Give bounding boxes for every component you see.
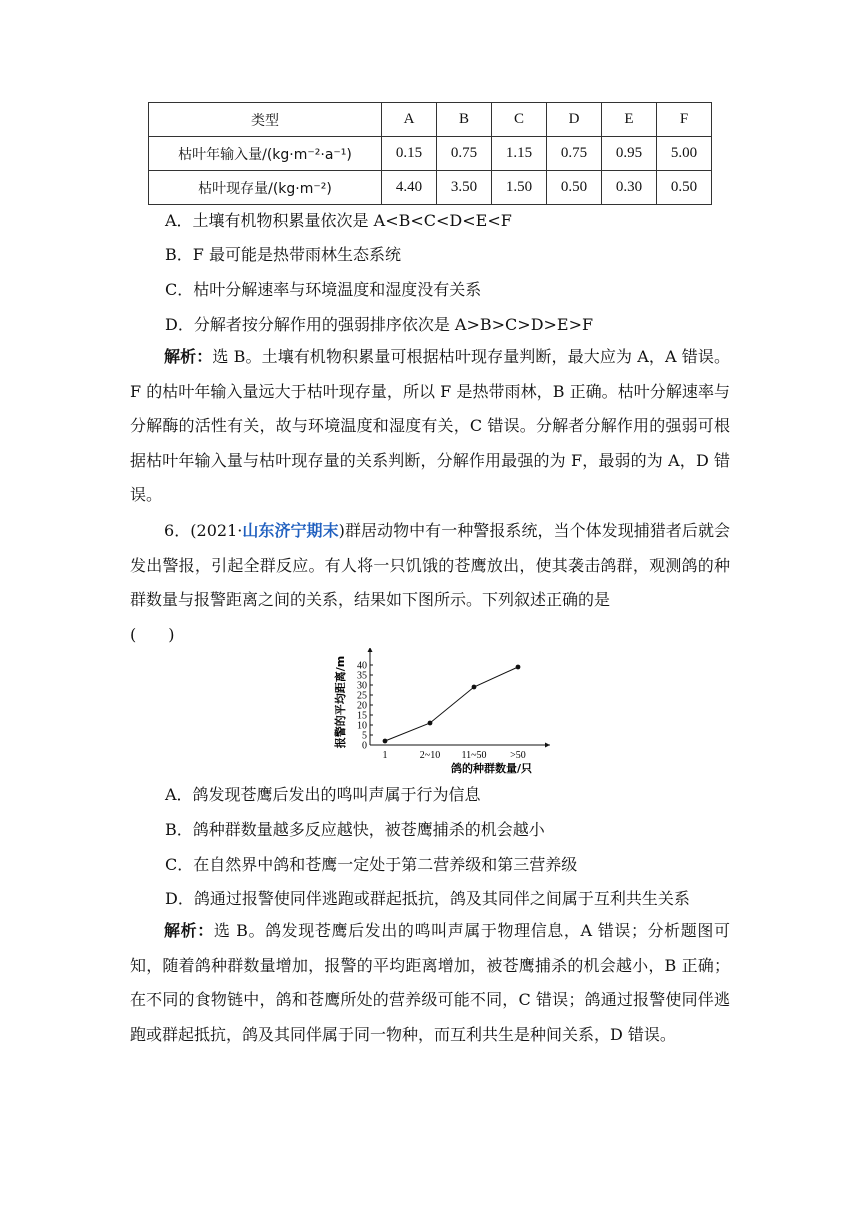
table-cell: 1.15 — [492, 137, 547, 171]
q5-option-c: C．枯叶分解速率与环境温度和湿度没有关系 — [165, 280, 482, 299]
table-cell: 0.50 — [657, 171, 712, 205]
q6-analysis — [130, 914, 730, 1052]
table-header-cell: D — [547, 103, 602, 137]
series-line — [385, 667, 518, 741]
q6-option-b: B．鸽种群数量越多反应越快，被苍鹰捕杀的机会越小 — [165, 820, 545, 839]
q5-analysis-lead: 解析： — [164, 347, 213, 366]
table-header-cell: C — [492, 103, 547, 137]
y-tick-label: 10 — [357, 720, 367, 732]
table-header-cell: E — [602, 103, 657, 137]
table-cell: 0.50 — [547, 171, 602, 205]
q6-source-name: 山东济宁期末 — [242, 521, 339, 540]
y-axis-label: 报警的平均距离/m — [334, 655, 347, 749]
data-point — [428, 721, 433, 726]
y-tick-label: 0 — [362, 740, 367, 752]
y-tick-label: 40 — [357, 660, 367, 672]
y-tick-label: 30 — [357, 680, 367, 692]
q5-option-b: B．F 最可能是热带雨林生态系统 — [165, 245, 401, 264]
q5-analysis — [130, 340, 730, 513]
table-header-cell: A — [382, 103, 437, 137]
x-axis-arrow — [545, 743, 550, 748]
q6-stem-text: 群居动物中有一种警报系统，当个体发现捕猎者后就会发出警报，引起全群反应。有人将一只饥饿的苍鹰放出，使其袭击鸽群，观测鸽的种群数量与报警距离之间的关系，结果如下图所示。下列叙述正确的是 — [130, 521, 730, 610]
q6-number: 6． — [164, 521, 191, 540]
table-cell: 0.30 — [602, 171, 657, 205]
q5-option-a: A．土壤有机物积累量依次是 A<B<C<D<E<F — [165, 211, 512, 230]
y-tick-label: 35 — [357, 670, 367, 682]
table-header-cell: B — [437, 103, 492, 137]
table-row-label: 枯叶年输入量/(kg·m⁻²·a⁻¹) — [149, 137, 382, 171]
table-cell: 1.50 — [492, 171, 547, 205]
x-tick-label: >50 — [510, 750, 526, 761]
q6-stem — [130, 514, 730, 652]
table-header-cell: F — [657, 103, 712, 137]
table-cell: 0.15 — [382, 137, 437, 171]
q6-source-open: (2021· — [190, 521, 243, 540]
litter-data-table — [148, 102, 712, 205]
x-tick-label: 11~50 — [461, 750, 487, 761]
q6-source-close: ) — [338, 521, 345, 540]
data-point — [472, 685, 477, 690]
table-header-row — [149, 103, 712, 137]
y-tick-label: 20 — [357, 700, 367, 712]
table-cell: 4.40 — [382, 171, 437, 205]
x-tick-label: 2~10 — [419, 750, 441, 761]
q6-option-c: C．在自然界中鸽和苍鹰一定处于第二营养级和第三营养级 — [165, 855, 578, 874]
table-row-label: 枯叶现存量/(kg·m⁻²) — [149, 171, 382, 205]
table-cell: 0.75 — [437, 137, 492, 171]
q6-blank: ( ) — [130, 624, 175, 644]
y-tick-label: 5 — [362, 730, 367, 742]
q6-analysis-lead: 解析： — [164, 921, 214, 940]
table-row — [149, 137, 712, 171]
q5-analysis-text: 选 B。土壤有机物积累量可根据枯叶现存量判断，最大应为 A，A 错误。F 的枯叶年输入量远大于枯叶现存量，所以 F 是热带雨林，B 正确。枯叶分解速率与分解酶的活性有关，故与环境温度和湿度有关，C 错误。分解者分解作用的强弱可根据枯叶年输入量与枯叶现存量的关系判断，分解作用最强的为 F，最弱的为 A，D 错误。 — [130, 347, 730, 505]
data-point — [516, 665, 521, 670]
y-tick-label: 25 — [357, 690, 367, 702]
alarm-distance-chart — [320, 648, 580, 778]
y-axis-arrow — [368, 648, 373, 652]
q6-option-a: A．鸽发现苍鹰后发出的鸣叫声属于行为信息 — [165, 785, 481, 804]
x-axis-label: 鸽的种群数量/只 — [450, 762, 532, 775]
x-tick-label: 1 — [382, 750, 388, 761]
q5-option-d: D．分解者按分解作用的强弱排序依次是 A>B>C>D>E>F — [165, 315, 594, 334]
table-cell: 0.95 — [602, 137, 657, 171]
table-cell: 5.00 — [657, 137, 712, 171]
table-cell: 0.75 — [547, 137, 602, 171]
q6-analysis-text: 选 B。鸽发现苍鹰后发出的鸣叫声属于物理信息，A 错误；分析题图可知，随着鸽种群数量增加，报警的平均距离增加，被苍鹰捕杀的机会越小，B 正确；在不同的食物链中，鸽和苍鹰所处的营养级可能不同，C 错误；鸽通过报警使同伴逃跑或群起抵抗，鸽及其同伴属于同一物种，而互利共生是种间关系，D 错误。 — [130, 921, 730, 1044]
table-row — [149, 171, 712, 205]
data-point — [383, 739, 388, 744]
y-tick-label: 15 — [357, 710, 367, 722]
q6-option-d: D．鸽通过报警使同伴逃跑或群起抵抗，鸽及其同伴之间属于互利共生关系 — [165, 889, 690, 908]
table-header-cell: 类型 — [149, 103, 382, 137]
table-cell: 3.50 — [437, 171, 492, 205]
